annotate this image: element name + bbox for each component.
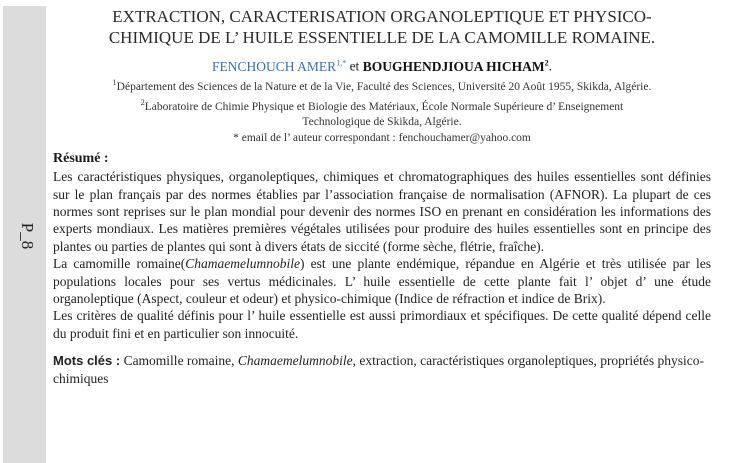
affiliation-2-cont: Technologique de Skikda, Algérie. <box>302 116 462 129</box>
author-1: FENCHOUCH $AMER^{1,*}$ <box>212 58 347 74</box>
author-list: FENCHOUCH $AMER^{1,*}$ et BOUGHENDJIOUA HICHAM$^2$. <box>212 58 552 74</box>
author-connector: et <box>346 58 363 74</box>
affiliation-2: $^2$Laboratoire de Chimie Physique et Biologie des Matériaux, École Normale Supérieure d’ Enseignement <box>140 97 624 113</box>
author-2: BOUGHENDJIOUA HICHAM$^2$ <box>362 58 549 74</box>
abstract-paragraph-2: La camomille romaine(Chamaemelumnobile) est une plante endémique, répandue en Algérie et très utilisée par les populations locales pour ses vertus médicinales. L’ huile essentielle de cette plante fait l’ objet d’ une étude organoleptique (Aspect, couleur et odeur) et physico-chimique (Indice de réfraction et indice de Brix). <box>53 256 711 306</box>
paper-title <box>53 6 711 48</box>
abstract-paragraph-3: Les critères de qualité définis pour l’ huile essentielle est aussi primordiaux et spécifiques. De cette qualité dépend celle du produit fini et en particulier son innocuité. <box>53 308 711 341</box>
title-line-2: CHIMIQUE DE L’ HUILE ESSENTIELLE DE LA CAMOMILLE ROMAINE. <box>108 28 656 47</box>
keywords: Mots clés : Camomille romaine, Chamaemelumnobile, extraction, caractéristiques organoleptiques, propriétés physico-chimiques <box>53 353 705 386</box>
title-line-1: EXTRACTION, CARACTERISATION ORGANOLEPTIQUE ET PHYSICO- <box>112 7 652 26</box>
abstract-paragraph-1: Les caractéristiques physiques, organoleptiques, chimiques et chromatographiques des huiles essentielles sont définies sur le plan français par des normes établies par l’association française de normalisation (AFNOR). La plupart de ces normes sont reprises sur le plan mondial pour devenir des normes ISO en prenant en considération les informations des experts mondiaux. Les matières premières végétales utilisées pour produire des huiles essentielles sont en principe des plantes ou parties de plantes qui sont à divers états de siccité (forme sèche, flétrie, fraîche). <box>53 169 711 254</box>
affiliation-1: $^1$Département des Sciences de la Nature et de la Vie, Faculté des Sciences, Université 20 Août 1955, Skikda, Algérie. <box>112 77 652 93</box>
paper-content <box>53 6 711 387</box>
sidebar-strip <box>3 6 46 463</box>
corresponding-email: * email de l’ auteur correspondant : fenchouchamer@yahoo.com <box>233 131 531 144</box>
page-label: P_8 <box>18 222 37 250</box>
keywords-label: Mots clés : <box>53 353 121 369</box>
abstract-heading: Résumé : <box>53 151 109 167</box>
